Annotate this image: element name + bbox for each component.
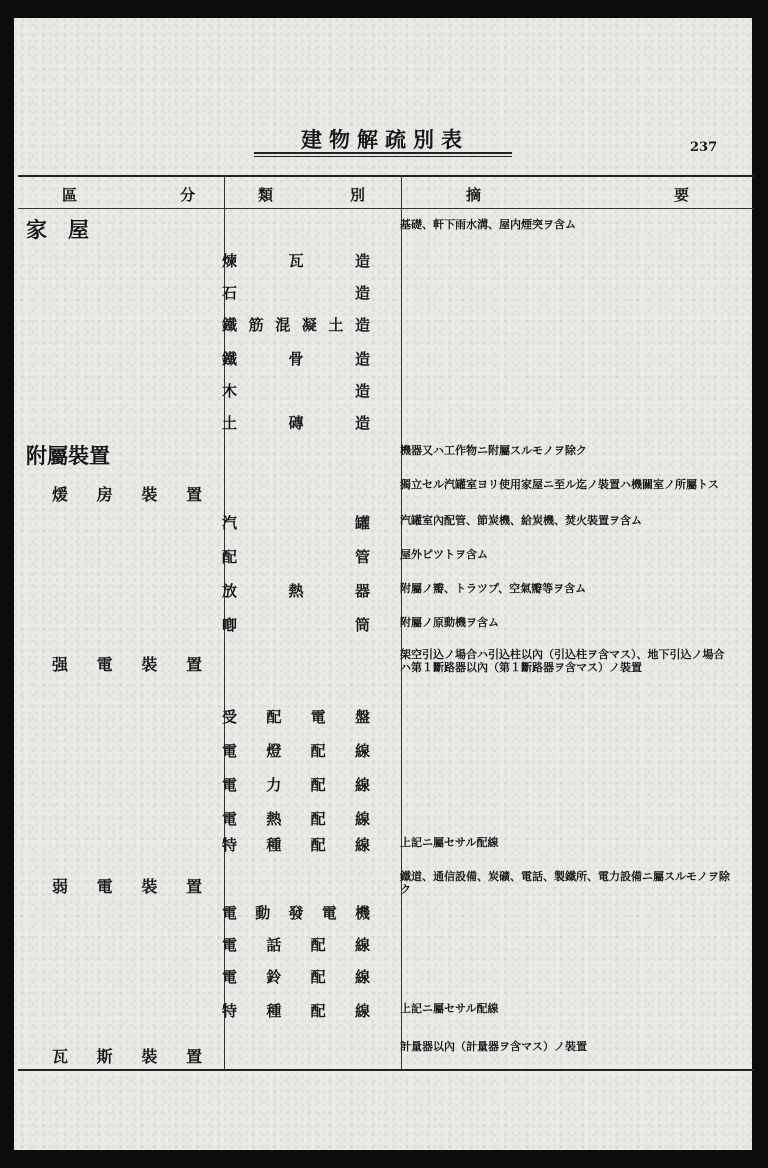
type-char: 電 <box>222 968 238 986</box>
title-underline-thin <box>254 156 512 157</box>
type-char: 線 <box>354 1002 370 1020</box>
type-label <box>222 966 370 987</box>
note-text: 計量器以內（計量器ヲ含マス）ノ裝置 <box>400 1040 587 1053</box>
type-char: 造 <box>354 382 370 400</box>
type-char: 線 <box>354 742 370 760</box>
note-text: 上記ニ屬セサル配線 <box>400 1002 499 1015</box>
subcategory-label: 弱 電 裝 置 <box>52 877 202 896</box>
type-char: 線 <box>354 936 370 954</box>
type-char: 種 <box>266 836 282 854</box>
subcategory-label: 瓦 斯 裝 置 <box>52 1047 202 1066</box>
type-char: 鐵 <box>222 350 238 368</box>
document-page <box>14 18 752 1150</box>
type-char: 土 <box>222 414 238 432</box>
type-char: 造 <box>354 414 370 432</box>
type-char: 配 <box>222 548 238 566</box>
type-label <box>222 282 370 303</box>
type-char: 筒 <box>354 616 370 634</box>
type-char: 特 <box>222 1002 238 1020</box>
note-text: 上記ニ屬セサル配線 <box>400 836 499 849</box>
note-text: 基礎、軒下雨水溝、屋内煙突ヲ含ム <box>400 218 576 231</box>
type-char: 造 <box>354 252 370 270</box>
type-char: 石 <box>222 284 238 302</box>
header-col1-b: 分 <box>180 186 196 204</box>
type-char: 線 <box>354 836 370 854</box>
type-char: 配 <box>310 968 326 986</box>
type-char: 鐵 <box>222 316 238 334</box>
type-char: 混 <box>275 316 291 334</box>
type-char: 電 <box>222 810 238 828</box>
type-char: 特 <box>222 836 238 854</box>
type-char: 筋 <box>248 316 264 334</box>
type-label <box>222 706 370 727</box>
header-col2-b: 別 <box>350 186 366 204</box>
type-char: 熱 <box>266 810 282 828</box>
type-char: 瓦 <box>288 252 304 270</box>
header-col3-b: 要 <box>674 186 690 204</box>
header-divider <box>18 208 754 209</box>
type-label <box>222 934 370 955</box>
type-char: 配 <box>266 708 282 726</box>
note-text: 獨立セル汽罐室ヨリ使用家屋ニ至ル迄ノ裝置ハ機關室ノ所屬トス <box>400 478 719 491</box>
type-label <box>222 512 370 533</box>
type-label <box>222 1000 370 1021</box>
note-text: 鐵道、通信設備、炭礦、電話、製鐵所、電力設備ニ屬スルモノヲ除ク <box>400 870 730 896</box>
type-char: 線 <box>354 810 370 828</box>
type-char: 造 <box>354 284 370 302</box>
type-char: 配 <box>310 936 326 954</box>
type-char: 電 <box>222 904 238 922</box>
type-label <box>222 250 370 271</box>
type-label <box>222 546 370 567</box>
note-text: 屋外ピツトヲ含ム <box>400 548 488 561</box>
type-char: 凝 <box>301 316 317 334</box>
subcategory-label: 强 電 裝 置 <box>52 655 202 674</box>
page-title: 建物解疏別表 <box>301 127 469 152</box>
type-char: 受 <box>222 708 238 726</box>
page-number: 237 <box>690 140 718 155</box>
type-char: 器 <box>354 582 370 600</box>
note-text: 附屬ノ原動機ヲ含ム <box>400 616 499 629</box>
type-char: 電 <box>222 742 238 760</box>
type-label <box>222 902 370 923</box>
type-char: 發 <box>288 904 304 922</box>
category-label: 附屬裝置 <box>26 443 110 468</box>
type-char: 土 <box>328 316 344 334</box>
type-char: 機 <box>354 904 370 922</box>
type-char: 配 <box>310 810 326 828</box>
type-char: 配 <box>310 836 326 854</box>
type-label <box>222 412 370 433</box>
type-char: 電 <box>310 708 326 726</box>
subcategory-label: 煖 房 裝 置 <box>52 485 202 504</box>
title-underline <box>254 152 512 154</box>
type-label <box>222 314 370 335</box>
header-col1-a: 區 <box>62 186 78 204</box>
type-char: 動 <box>255 904 271 922</box>
type-char: 造 <box>354 350 370 368</box>
type-char: 鈴 <box>266 968 282 986</box>
header-col3-a: 摘 <box>466 186 482 204</box>
type-char: 配 <box>310 776 326 794</box>
type-char: 線 <box>354 776 370 794</box>
type-char: 盤 <box>354 708 370 726</box>
type-char: 管 <box>354 548 370 566</box>
type-char: 燈 <box>266 742 282 760</box>
type-char: 電 <box>321 904 337 922</box>
type-label <box>222 580 370 601</box>
type-char: 種 <box>266 1002 282 1020</box>
type-char: 汽 <box>222 514 238 532</box>
type-char: 磚 <box>288 414 304 432</box>
type-char: 配 <box>310 1002 326 1020</box>
type-char: 骨 <box>288 350 304 368</box>
note-text: 附屬ノ瓣、トラツプ、空氣瓣等ヲ含ム <box>400 582 587 595</box>
type-char: 熱 <box>288 582 304 600</box>
type-label <box>222 614 370 635</box>
type-label <box>222 774 370 795</box>
category-label: 家 屋 <box>26 217 89 242</box>
type-char: 罐 <box>354 514 370 532</box>
header-col2-a: 類 <box>258 186 274 204</box>
type-char: 配 <box>310 742 326 760</box>
type-char: 煉 <box>222 252 238 270</box>
type-char: 話 <box>266 936 282 954</box>
type-char: 放 <box>222 582 238 600</box>
type-char: 線 <box>354 968 370 986</box>
type-label <box>222 740 370 761</box>
type-label <box>222 348 370 369</box>
type-char: 造 <box>354 316 370 334</box>
note-text: 汽罐室內配管、節炭機、給炭機、焚火裝置ヲ含ム <box>400 514 642 527</box>
note-text: 架空引込ノ場合ハ引込柱以內（引込柱ヲ含マス）、地下引込ノ場合ハ第１斷路器以內（第１斷路器ヲ含マス）ノ裝置 <box>400 648 725 674</box>
type-label <box>222 834 370 855</box>
type-char: 電 <box>222 936 238 954</box>
type-char: 木 <box>222 382 238 400</box>
note-text: 機器又ハ工作物ニ附屬スルモノヲ除ク <box>400 444 587 457</box>
type-label <box>222 380 370 401</box>
type-char: 電 <box>222 776 238 794</box>
type-char: 喞 <box>222 616 238 634</box>
type-label <box>222 808 370 829</box>
type-char: 力 <box>266 776 282 794</box>
